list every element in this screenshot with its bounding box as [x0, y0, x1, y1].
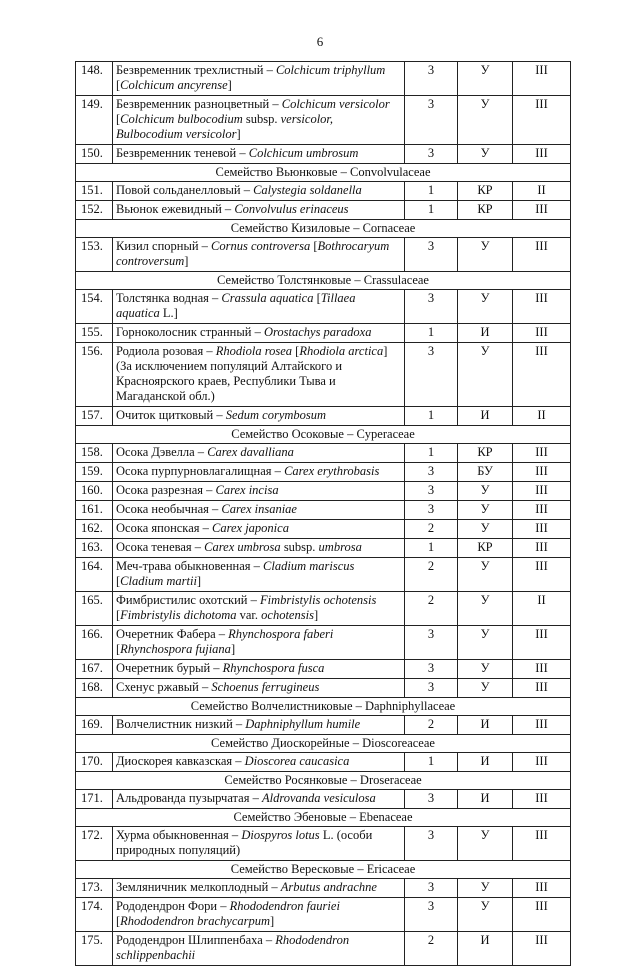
family-header-row — [76, 698, 571, 716]
name-part: Повой сольданелловый – — [116, 183, 254, 197]
status-cell: И — [458, 716, 513, 735]
species-row — [76, 879, 571, 898]
name-part: [ — [116, 914, 121, 928]
category-cell: 3 — [405, 660, 458, 679]
species-row — [76, 790, 571, 809]
latin-name-part: Fimbristylis ochotensis — [260, 593, 377, 607]
group-cell: III — [513, 753, 571, 772]
latin-name-part: umbrosa — [318, 540, 362, 554]
latin-name-part: Daphniphyllum humile — [245, 717, 361, 731]
group-cell: II — [513, 592, 571, 626]
group-cell: III — [513, 444, 571, 463]
group-cell: II — [513, 182, 571, 201]
name-part: Очеретник бурый – — [116, 661, 223, 675]
species-row — [76, 201, 571, 220]
category-cell: 2 — [405, 592, 458, 626]
species-row — [76, 62, 571, 96]
name-part: Схенус ржавый – — [116, 680, 212, 694]
group-cell: III — [513, 238, 571, 272]
latin-name-part: Rhodiola arctica — [299, 344, 384, 358]
latin-name-part: Crassula aquatica — [221, 291, 314, 305]
group-cell: III — [513, 539, 571, 558]
group-cell: II — [513, 407, 571, 426]
name-part: Осока японская – — [116, 521, 212, 535]
name-part: Вьюнок ежевидный – — [116, 202, 235, 216]
species-row — [76, 238, 571, 272]
row-number: 153. — [76, 238, 113, 272]
name-part: Земляничник мелкоплодный – — [116, 880, 281, 894]
species-row — [76, 501, 571, 520]
group-cell: III — [513, 145, 571, 164]
name-part: Меч-трава обыкновенная – — [116, 559, 264, 573]
species-name — [113, 827, 405, 861]
species-name — [113, 879, 405, 898]
species-row — [76, 539, 571, 558]
species-row — [76, 827, 571, 861]
name-part: Безвременник трехлистный – — [116, 63, 276, 77]
species-name — [113, 182, 405, 201]
status-cell: БУ — [458, 463, 513, 482]
group-cell: III — [513, 290, 571, 324]
status-cell: И — [458, 932, 513, 966]
species-row — [76, 482, 571, 501]
species-name — [113, 62, 405, 96]
category-cell: 1 — [405, 324, 458, 343]
status-cell: У — [458, 96, 513, 145]
name-part: Рододендрон Шлиппенбаха – — [116, 933, 276, 947]
name-part: ] — [230, 642, 236, 656]
species-row — [76, 753, 571, 772]
name-part: ] — [227, 78, 232, 92]
category-cell: 1 — [405, 753, 458, 772]
name-part: Очиток щитковый – — [116, 408, 226, 422]
category-cell: 3 — [405, 290, 458, 324]
row-number: 161. — [76, 501, 113, 520]
status-cell: У — [458, 898, 513, 932]
species-name — [113, 324, 405, 343]
species-name — [113, 558, 405, 592]
latin-name-part: Carex japonica — [212, 521, 289, 535]
row-number: 157. — [76, 407, 113, 426]
row-number: 168. — [76, 679, 113, 698]
family-header-row — [76, 861, 571, 879]
category-cell: 1 — [405, 539, 458, 558]
status-cell: У — [458, 827, 513, 861]
species-name — [113, 932, 405, 966]
category-cell: 3 — [405, 827, 458, 861]
species-name — [113, 898, 405, 932]
row-number: 171. — [76, 790, 113, 809]
row-number: 155. — [76, 324, 113, 343]
latin-name-part: Carex umbrosa — [204, 540, 281, 554]
family-header-row — [76, 426, 571, 444]
name-part: [ — [116, 642, 121, 656]
row-number: 149. — [76, 96, 113, 145]
name-part: [ — [313, 291, 321, 305]
family-header-row — [76, 735, 571, 753]
row-number: 163. — [76, 539, 113, 558]
latin-name-part: Carex davalliana — [207, 445, 294, 459]
status-cell: И — [458, 324, 513, 343]
species-row — [76, 932, 571, 966]
latin-name-part: Sedum corymbosum — [225, 408, 327, 422]
status-cell: У — [458, 520, 513, 539]
name-part: ] — [196, 574, 202, 588]
species-row — [76, 407, 571, 426]
latin-name-part: Colchicum versicolor — [281, 97, 390, 111]
family-name: Семейство Толстянковые – Crassulaceae — [76, 272, 571, 290]
species-name — [113, 290, 405, 324]
species-row — [76, 444, 571, 463]
species-name — [113, 238, 405, 272]
category-cell: 1 — [405, 407, 458, 426]
family-name: Семейство Диоскорейные – Dioscoreaceae — [76, 735, 571, 753]
name-part: ] (За исключением популяций Алтайского и Красноярского краев, Республики Тыва и Магаданской обл.) — [116, 344, 388, 403]
species-row — [76, 898, 571, 932]
name-part: Рододендрон Фори – — [116, 899, 230, 913]
status-cell: КР — [458, 539, 513, 558]
group-cell: III — [513, 827, 571, 861]
status-cell: У — [458, 501, 513, 520]
row-number: 165. — [76, 592, 113, 626]
name-part: Осока Дэвелла – — [116, 445, 208, 459]
latin-name-part: Colchicum umbrosum — [248, 146, 359, 160]
category-cell: 2 — [405, 558, 458, 592]
name-part: L. (особи природных популяций) — [116, 828, 373, 857]
family-name: Семейство Вересковые – Ericaceae — [76, 861, 571, 879]
name-part: Волчелистник низкий – — [116, 717, 246, 731]
species-row — [76, 324, 571, 343]
row-number: 174. — [76, 898, 113, 932]
status-cell: У — [458, 679, 513, 698]
name-part: [ — [292, 344, 300, 358]
species-name — [113, 343, 405, 407]
status-cell: У — [458, 592, 513, 626]
name-part: Фимбристилис охотский – — [116, 593, 260, 607]
latin-name-part: Carex insaniae — [221, 502, 297, 516]
category-cell: 3 — [405, 145, 458, 164]
group-cell: III — [513, 520, 571, 539]
name-part: L.] — [159, 306, 178, 320]
group-cell: III — [513, 501, 571, 520]
category-cell: 2 — [405, 716, 458, 735]
status-cell: У — [458, 558, 513, 592]
latin-name-part: versicolor, Bulbocodium versicolor — [116, 112, 334, 141]
group-cell: III — [513, 558, 571, 592]
row-number: 173. — [76, 879, 113, 898]
species-name — [113, 201, 405, 220]
row-number: 154. — [76, 290, 113, 324]
latin-name-part: Tillaea aquatica — [116, 291, 356, 320]
family-header-row — [76, 772, 571, 790]
status-cell: КР — [458, 182, 513, 201]
name-part: Осока необычная – — [116, 502, 222, 516]
latin-name-part: Dioscorea caucasica — [244, 754, 350, 768]
group-cell: III — [513, 679, 571, 698]
species-name — [113, 463, 405, 482]
family-name: Семейство Вьюнковые – Convolvulaceae — [76, 164, 571, 182]
group-cell: III — [513, 324, 571, 343]
latin-name-part: Rhododendron schlippenbachii — [116, 933, 350, 962]
name-part: ] — [313, 608, 319, 622]
status-cell: И — [458, 407, 513, 426]
species-name — [113, 679, 405, 698]
category-cell: 3 — [405, 626, 458, 660]
species-name — [113, 96, 405, 145]
name-part: [ — [116, 78, 121, 92]
species-row — [76, 96, 571, 145]
family-header-row — [76, 164, 571, 182]
latin-name-part: Calystegia soldanella — [253, 183, 362, 197]
latin-name-part: Rhododendron fauriei — [229, 899, 340, 913]
row-number: 160. — [76, 482, 113, 501]
status-cell: У — [458, 343, 513, 407]
name-part: Диоскорея кавказская – — [116, 754, 245, 768]
category-cell: 3 — [405, 238, 458, 272]
latin-name-part: Rhynchospora fujiana — [120, 642, 231, 656]
row-number: 169. — [76, 716, 113, 735]
name-part: [ — [310, 239, 318, 253]
species-name — [113, 660, 405, 679]
species-row — [76, 716, 571, 735]
species-name — [113, 753, 405, 772]
species-name — [113, 145, 405, 164]
page-number: 6 — [316, 34, 324, 49]
group-cell: III — [513, 626, 571, 660]
status-cell: КР — [458, 201, 513, 220]
row-number: 167. — [76, 660, 113, 679]
latin-name-part: Schoenus ferrugineus — [211, 680, 320, 694]
row-number: 151. — [76, 182, 113, 201]
latin-name-part: Diospyros lotus — [241, 828, 320, 842]
status-cell: КР — [458, 444, 513, 463]
group-cell: III — [513, 343, 571, 407]
species-name — [113, 482, 405, 501]
species-row — [76, 343, 571, 407]
species-row — [76, 592, 571, 626]
name-part: Хурма обыкновенная – — [116, 828, 242, 842]
row-number: 175. — [76, 932, 113, 966]
row-number: 170. — [76, 753, 113, 772]
category-cell: 3 — [405, 898, 458, 932]
status-cell: У — [458, 290, 513, 324]
species-row — [76, 182, 571, 201]
status-cell: И — [458, 790, 513, 809]
latin-name-part: ochotensis — [261, 608, 314, 622]
species-name — [113, 444, 405, 463]
latin-name-part: Cladium mariscus — [263, 559, 355, 573]
category-cell: 3 — [405, 790, 458, 809]
status-cell: У — [458, 482, 513, 501]
species-name — [113, 407, 405, 426]
species-row — [76, 520, 571, 539]
species-name — [113, 790, 405, 809]
category-cell: 3 — [405, 96, 458, 145]
species-table-body — [76, 62, 571, 966]
species-name — [113, 592, 405, 626]
family-name: Семейство Волчелистниковые – Daphniphyllaceae — [76, 698, 571, 716]
category-cell: 3 — [405, 482, 458, 501]
group-cell: III — [513, 482, 571, 501]
species-row — [76, 660, 571, 679]
species-name — [113, 626, 405, 660]
latin-name-part: Arbutus andrachne — [280, 880, 377, 894]
row-number: 172. — [76, 827, 113, 861]
name-part: subsp. — [280, 540, 319, 554]
name-part: Родиола розовая – — [116, 344, 216, 358]
category-cell: 3 — [405, 463, 458, 482]
species-table — [75, 61, 571, 966]
category-cell: 2 — [405, 932, 458, 966]
category-cell: 2 — [405, 520, 458, 539]
row-number: 164. — [76, 558, 113, 592]
row-number: 166. — [76, 626, 113, 660]
latin-name-part: Colchicum ancyrense — [120, 78, 228, 92]
latin-name-part: Orostachys paradoxa — [263, 325, 372, 339]
name-part: ] — [184, 254, 189, 268]
row-number: 159. — [76, 463, 113, 482]
name-part: Осока разрезная – — [116, 483, 216, 497]
latin-name-part: Rhodiola rosea — [215, 344, 293, 358]
species-row — [76, 290, 571, 324]
latin-name-part: Rhododendron brachycarpum — [120, 914, 271, 928]
name-part: var. — [236, 608, 262, 622]
category-cell: 3 — [405, 62, 458, 96]
name-part: Безвременник теневой – — [116, 146, 249, 160]
latin-name-part: Aldrovanda vesiculosa — [261, 791, 376, 805]
species-name — [113, 501, 405, 520]
status-cell: У — [458, 62, 513, 96]
species-name — [113, 716, 405, 735]
latin-name-part: Cladium martii — [120, 574, 197, 588]
latin-name-part: Fimbristylis dichotoma — [120, 608, 237, 622]
family-name: Семейство Осоковые – Cyperaceae — [76, 426, 571, 444]
name-part: ] — [270, 914, 275, 928]
group-cell: III — [513, 463, 571, 482]
family-header-row — [76, 809, 571, 827]
group-cell: III — [513, 879, 571, 898]
name-part: Безвременник разноцветный – — [116, 97, 282, 111]
status-cell: У — [458, 238, 513, 272]
name-part: Альдрованда пузырчатая – — [116, 791, 262, 805]
category-cell: 3 — [405, 879, 458, 898]
name-part: Очеретник Фабера – — [116, 627, 229, 641]
latin-name-part: Colchicum triphyllum — [275, 63, 386, 77]
group-cell: III — [513, 716, 571, 735]
latin-name-part: Carex incisa — [215, 483, 279, 497]
row-number: 162. — [76, 520, 113, 539]
name-part: Осока теневая – — [116, 540, 205, 554]
name-part: [ — [116, 574, 121, 588]
family-header-row — [76, 220, 571, 238]
group-cell: III — [513, 932, 571, 966]
row-number: 158. — [76, 444, 113, 463]
name-part: subsp. — [242, 112, 281, 126]
group-cell: III — [513, 898, 571, 932]
species-row — [76, 463, 571, 482]
latin-name-part: Bothrocaryum controversum — [116, 239, 390, 268]
status-cell: У — [458, 145, 513, 164]
category-cell: 1 — [405, 182, 458, 201]
latin-name-part: Rhynchospora faberi — [228, 627, 334, 641]
status-cell: У — [458, 626, 513, 660]
group-cell: III — [513, 96, 571, 145]
name-part: ] — [236, 127, 241, 141]
name-part: Горноколосник странный – — [116, 325, 264, 339]
row-number: 148. — [76, 62, 113, 96]
group-cell: III — [513, 62, 571, 96]
species-name — [113, 539, 405, 558]
family-name: Семейство Эбеновые – Ebenaceae — [76, 809, 571, 827]
category-cell: 3 — [405, 343, 458, 407]
status-cell: И — [458, 753, 513, 772]
species-row — [76, 626, 571, 660]
latin-name-part: Cornus controversa — [211, 239, 311, 253]
species-name — [113, 520, 405, 539]
group-cell: III — [513, 201, 571, 220]
category-cell: 1 — [405, 201, 458, 220]
family-name: Семейство Кизиловые – Cornaceae — [76, 220, 571, 238]
latin-name-part: Carex erythrobasis — [284, 464, 380, 478]
group-cell: III — [513, 790, 571, 809]
latin-name-part: Rhynchospora fusca — [222, 661, 325, 675]
latin-name-part: Colchicum bulbocodium — [120, 112, 243, 126]
family-name: Семейство Росянковые – Droseraceae — [76, 772, 571, 790]
row-number: 152. — [76, 201, 113, 220]
family-header-row — [76, 272, 571, 290]
name-part: Толстянка водная – — [116, 291, 222, 305]
category-cell: 1 — [405, 444, 458, 463]
latin-name-part: Convolvulus erinaceus — [234, 202, 349, 216]
name-part: [ — [116, 608, 121, 622]
status-cell: У — [458, 879, 513, 898]
name-part: [ — [116, 112, 121, 126]
species-row — [76, 558, 571, 592]
category-cell: 3 — [405, 679, 458, 698]
species-row — [76, 679, 571, 698]
status-cell: У — [458, 660, 513, 679]
name-part: Кизил спорный – — [116, 239, 212, 253]
group-cell: III — [513, 660, 571, 679]
row-number: 156. — [76, 343, 113, 407]
name-part: Осока пурпурновлагалищная – — [116, 464, 285, 478]
row-number: 150. — [76, 145, 113, 164]
species-row — [76, 145, 571, 164]
category-cell: 3 — [405, 501, 458, 520]
